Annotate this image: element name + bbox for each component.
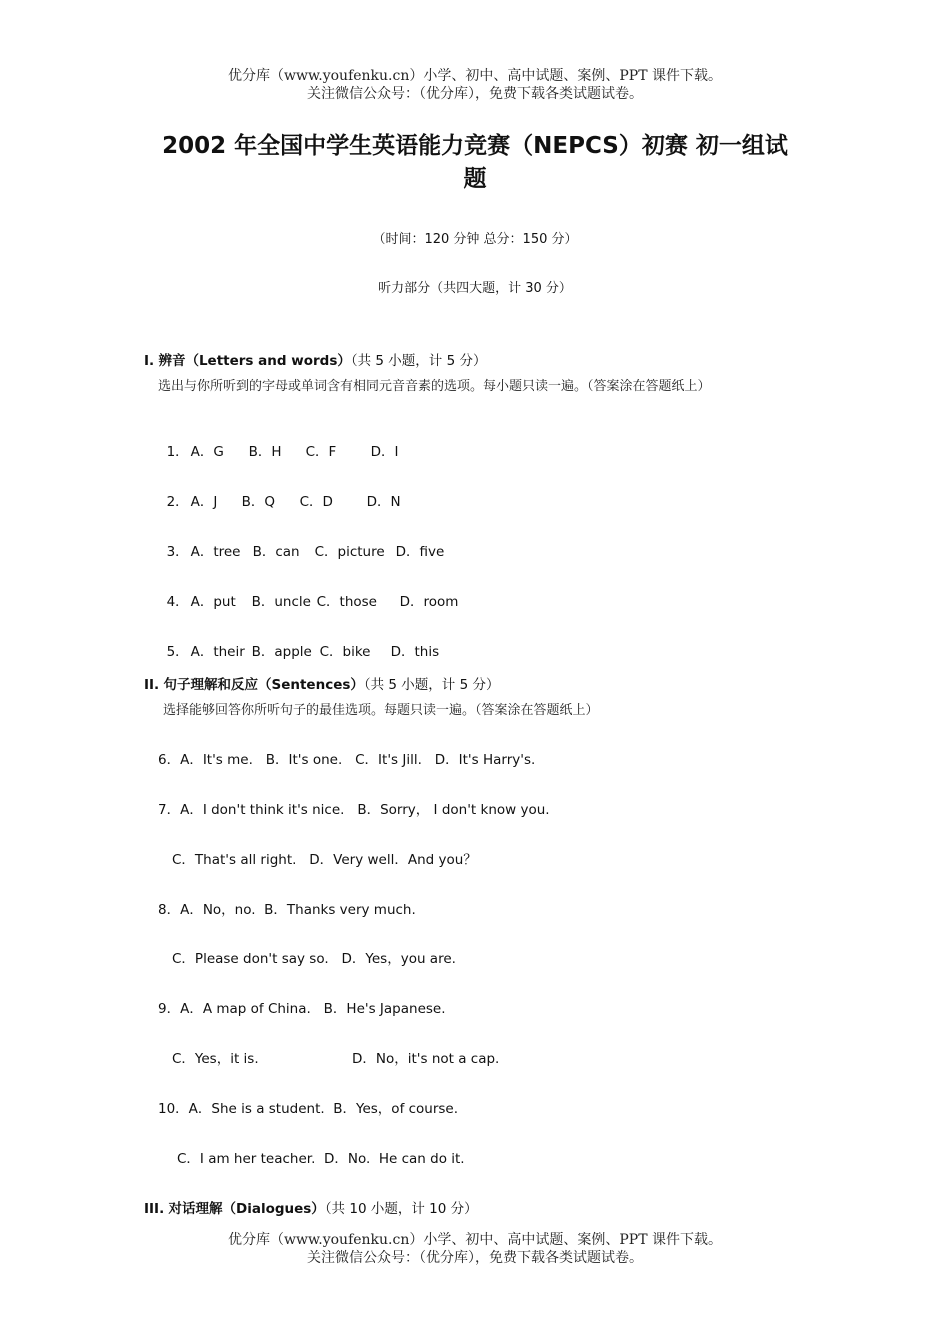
q1-num: 1． bbox=[166, 444, 189, 460]
section-3-num: III. bbox=[144, 1201, 165, 1217]
question-8-line-1: 8．A．No，no. B．Thanks very much. bbox=[158, 902, 416, 918]
q1-option-a: A．G bbox=[190, 444, 224, 460]
q5-option-c: C．bike bbox=[319, 644, 371, 660]
q4-option-c: C．those bbox=[316, 594, 377, 610]
q1-option-d: D．I bbox=[370, 444, 399, 460]
question-4 bbox=[158, 574, 458, 610]
q5-num: 5． bbox=[166, 644, 189, 660]
footer-line-1: 优分库（www.youfenku.cn）小学、初中、高中试题、案例、PPT 课件下载。 bbox=[227, 1232, 722, 1248]
question-2 bbox=[158, 474, 401, 510]
section-2-title: 句子理解和反应（Sentences） bbox=[163, 677, 364, 693]
question-10-line-2: C．I am her teacher. D．No. He can do it. bbox=[177, 1151, 465, 1167]
section-1-num: I. bbox=[144, 353, 155, 369]
section-3-heading bbox=[144, 1197, 478, 1217]
q3-option-d: D．five bbox=[395, 544, 445, 560]
exam-info: （时间：120 分钟 总分：150 分） bbox=[372, 232, 578, 247]
q4-num: 4． bbox=[166, 594, 189, 610]
question-5 bbox=[158, 624, 439, 660]
q4-option-d: D．room bbox=[399, 594, 459, 610]
question-9-line-1: 9．A．A map of China. B．He's Japanese. bbox=[158, 1001, 446, 1017]
footer-line-2: 关注微信公众号：（优分库），免费下载各类试题试卷。 bbox=[307, 1250, 643, 1266]
header-line-2: 关注微信公众号：（优分库），免费下载各类试题试卷。 bbox=[307, 86, 643, 102]
q1-option-c: C．F bbox=[305, 444, 337, 460]
question-9-option-c: C．Yes，it is. bbox=[172, 1051, 259, 1067]
section-2-meta: （共 5 小题，计 5 分） bbox=[363, 677, 500, 693]
q2-num: 2． bbox=[166, 494, 189, 510]
q3-num: 3． bbox=[166, 544, 189, 560]
q2-option-c: C．D bbox=[299, 494, 333, 510]
question-9-option-d: D．No，it's not a cap. bbox=[352, 1051, 500, 1067]
q5-option-a: A．their bbox=[190, 644, 245, 660]
q4-option-b: B．uncle bbox=[251, 594, 311, 610]
q2-option-b: B．Q bbox=[241, 494, 275, 510]
q3-option-c: C．picture bbox=[314, 544, 385, 560]
q1-option-b: B．H bbox=[248, 444, 282, 460]
section-2-instruction: 选择能够回答你所听句子的最佳选项。每题只读一遍。（答案涂在答题纸上） bbox=[163, 703, 599, 718]
section-1-title: 辨音（Letters and words） bbox=[158, 353, 351, 369]
q3-option-a: A．tree bbox=[190, 544, 241, 560]
page-title bbox=[150, 130, 800, 196]
question-6: 6．A．It's me. B．It's one. C．It's Jill. D．It's Harry's. bbox=[158, 752, 536, 768]
section-3-title: 对话理解（Dialogues） bbox=[168, 1201, 325, 1217]
question-7-line-2: C．That's all right. D．Very well．And you？ bbox=[172, 852, 477, 868]
title-line-1: 2002 年全国中学生英语能力竞赛（NEPCS）初赛 初一组试 bbox=[162, 133, 788, 159]
question-10-line-1: 10．A．She is a student. B．Yes，of course. bbox=[158, 1101, 459, 1117]
question-1 bbox=[158, 424, 398, 460]
question-8-line-2: C．Please don't say so. D．Yes，you are. bbox=[172, 951, 456, 967]
question-3 bbox=[158, 524, 444, 560]
question-7-line-1: 7．A．I don't think it's nice. B．Sorry， I don't know you. bbox=[158, 802, 550, 818]
section-2-heading bbox=[144, 673, 499, 693]
header-line-1: 优分库（www.youfenku.cn）小学、初中、高中试题、案例、PPT 课件下载。 bbox=[227, 68, 722, 84]
q3-option-b: B．can bbox=[252, 544, 300, 560]
section-1-meta: （共 5 小题，计 5 分） bbox=[350, 353, 487, 369]
title-line-2: 题 bbox=[463, 166, 487, 192]
listening-info: 听力部分（共四大题，计 30 分） bbox=[378, 281, 572, 296]
q2-option-a: A．J bbox=[190, 494, 218, 510]
section-2-num: II. bbox=[144, 677, 160, 693]
q4-option-a: A．put bbox=[190, 594, 236, 610]
q5-option-d: D．this bbox=[390, 644, 440, 660]
section-1-instruction: 选出与你所听到的字母或单词含有相同元音音素的选项。每小题只读一遍。（答案涂在答题纸上） bbox=[158, 379, 711, 394]
q5-option-b: B．apple bbox=[251, 644, 312, 660]
section-3-meta: （共 10 小题，计 10 分） bbox=[324, 1201, 478, 1217]
q2-option-d: D．N bbox=[366, 494, 401, 510]
section-1-heading bbox=[144, 349, 486, 369]
